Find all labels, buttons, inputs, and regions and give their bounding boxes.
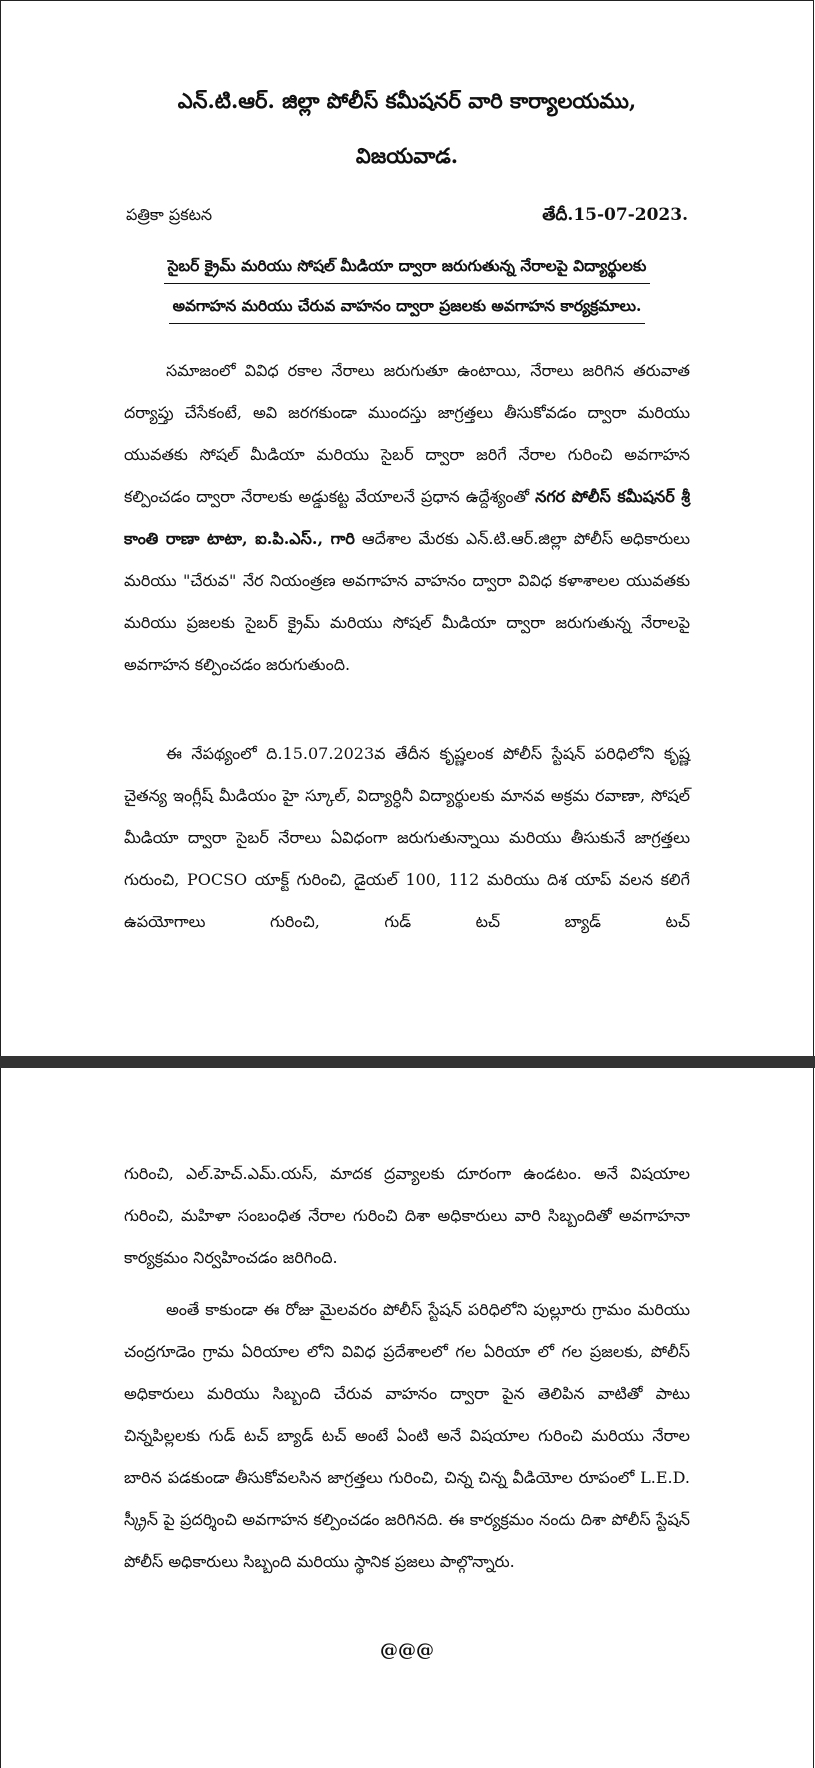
end-mark: @@@ [380,1640,434,1661]
subject-line-2: అవగాహన మరియు చేరువ వాహనం ద్వారా ప్రజలకు అవగాహన కార్యక్రమాలు. [169,296,646,324]
office-title: ఎన్.టి.ఆర్. జిల్లా పోలీస్ కమీషనర్ వారి కార్యాలయము, [177,88,637,113]
body-paragraph-2: ఈ నేపథ్యంలో ది.15.07.2023వ తేదీన కృష్ణలంక పోలీస్ స్టేషన్ పరిధిలోని కృష్ణ చైతన్య ఇంగ్లీష్ మీడియం హై స్కూల్, విద్యార్ధినీ విద్యార్థులకు మానవ అక్రమ రవాణా, సోషల్ మీడియా ద్వారా సైబర్ నేరాలు ఏవిధంగా జరుగుతున్నాయి మరియు తీసుకునే జాగ్రత్తలు గురుంచి, POCSO యాక్ట్ గురించి, డైయల్ 100, 112 మరియు దిశ యాప్ వలన కలిగే ఉపయోగాలు గురించి, గుడ్ టచ్ బ్యాడ్ టచ్ [124,744,690,931]
body-paragraph-3: గురించి, ఎల్.హెచ్.ఎమ్.యస్, మాదక ద్రవ్యాలకు దూరంగా ఉండటం. అనే విషయాల గురించి, మహిళా సంబంధిత నేరాల గురించి దిశా అధికారులు వారి సిబ్బందితో అవగాహనా కార్యక్రమం నిర్వహించడం జరిగింది. [124,1164,690,1267]
press-release-label: పత్రికా ప్రకటన [126,205,213,224]
body-paragraph-4: అంతే కాకుండా ఈ రోజు మైలవరం పోలీస్ స్టేషన్ పరిధిలోని పుల్లూరు గ్రామం మరియు చంద్రగూడెం గ్రామ ఏరియాల లోని వివిధ ప్రదేశాలలో గల ఏరియా లో గల ప్రజలకు, పోలీస్ అధికారులు మరియు సిబ్బంది చేరువ వాహనం ద్వారా పైన తెలిపిన వాటితో పాటు చిన్నపిల్లలకు గుడ్ టచ్ బ్యాడ్ టచ్ అంటే ఏంటి అనే విషయాల గురించి మరియు నేరాల బారిన పడకుండా తీసుకోవలసిన జాగ్రత్తలు గురించి, చిన్న చిన్న వీడియోల రూపంలో L.E.D. స్క్రీన్ పై ప్రదర్శించి అవగాహన కల్పించడం జరిగినది. ఈ కార్యక్రమం నందు దిశా పోలీస్ స్టేషన్ పోలీస్ అధికారులు సిబ్బంది మరియు స్థానిక ప్రజలు పాల్గొన్నారు. [124,1300,690,1571]
page-separator [0,1056,815,1068]
release-date: తేదీ.15-07-2023. [542,205,688,225]
p1-text-a: సమాజంలో వివిధ రకాల నేరాలు జరుగుతూ ఉంటాయి, నేరాలు జరిగిన తరువాత దర్యాప్తు చేసేకంటే, అవి జరగకుండా ముందస్తు జాగ్రత్తలు తీసుకోవడం ద్వారా మరియు యువతకు సోషల్ మీడియా మరియు సైబర్ ద్వారా జరిగే నేరాల గురించి అవగాహన కల్పించడం ద్వారా నేరాలకు అడ్డుకట్ట వేయాలనే ప్రధాన ఉద్దేశ్యంతో [124,361,690,506]
commissioner-name: నగర పోలీస్ కమీషనర్ శ్రీ కాంతి రాణా టాటా, ఐ.పి.ఎస్., గారి [124,487,691,548]
subject-line-1: సైబర్ క్రైమ్ మరియు సోషల్ మీడియా ద్వారా జరుగుతున్న నేరాలపై విద్యార్థులకు [164,256,651,284]
subject-heading [124,256,690,336]
body-paragraph-1 [124,350,690,686]
office-city: విజయవాడ. [355,143,459,168]
p1-text-b: ఆదేశాల మేరకు ఎన్.టి.ఆర్.జిల్లా పోలీస్ అధికారులు మరియు "చేరువ" నేర నియంత్రణ అవగాహన వాహనం ద్వారా వివిధ కళాశాలల యువతకు మరియు ప్రజలకు సైబర్ క్రైమ్ మరియు సోషల్ మీడియా ద్వారా జరుగుతున్న నేరాలపై అవగాహన కల్పించడం జరుగుతుంది. [124,529,690,674]
